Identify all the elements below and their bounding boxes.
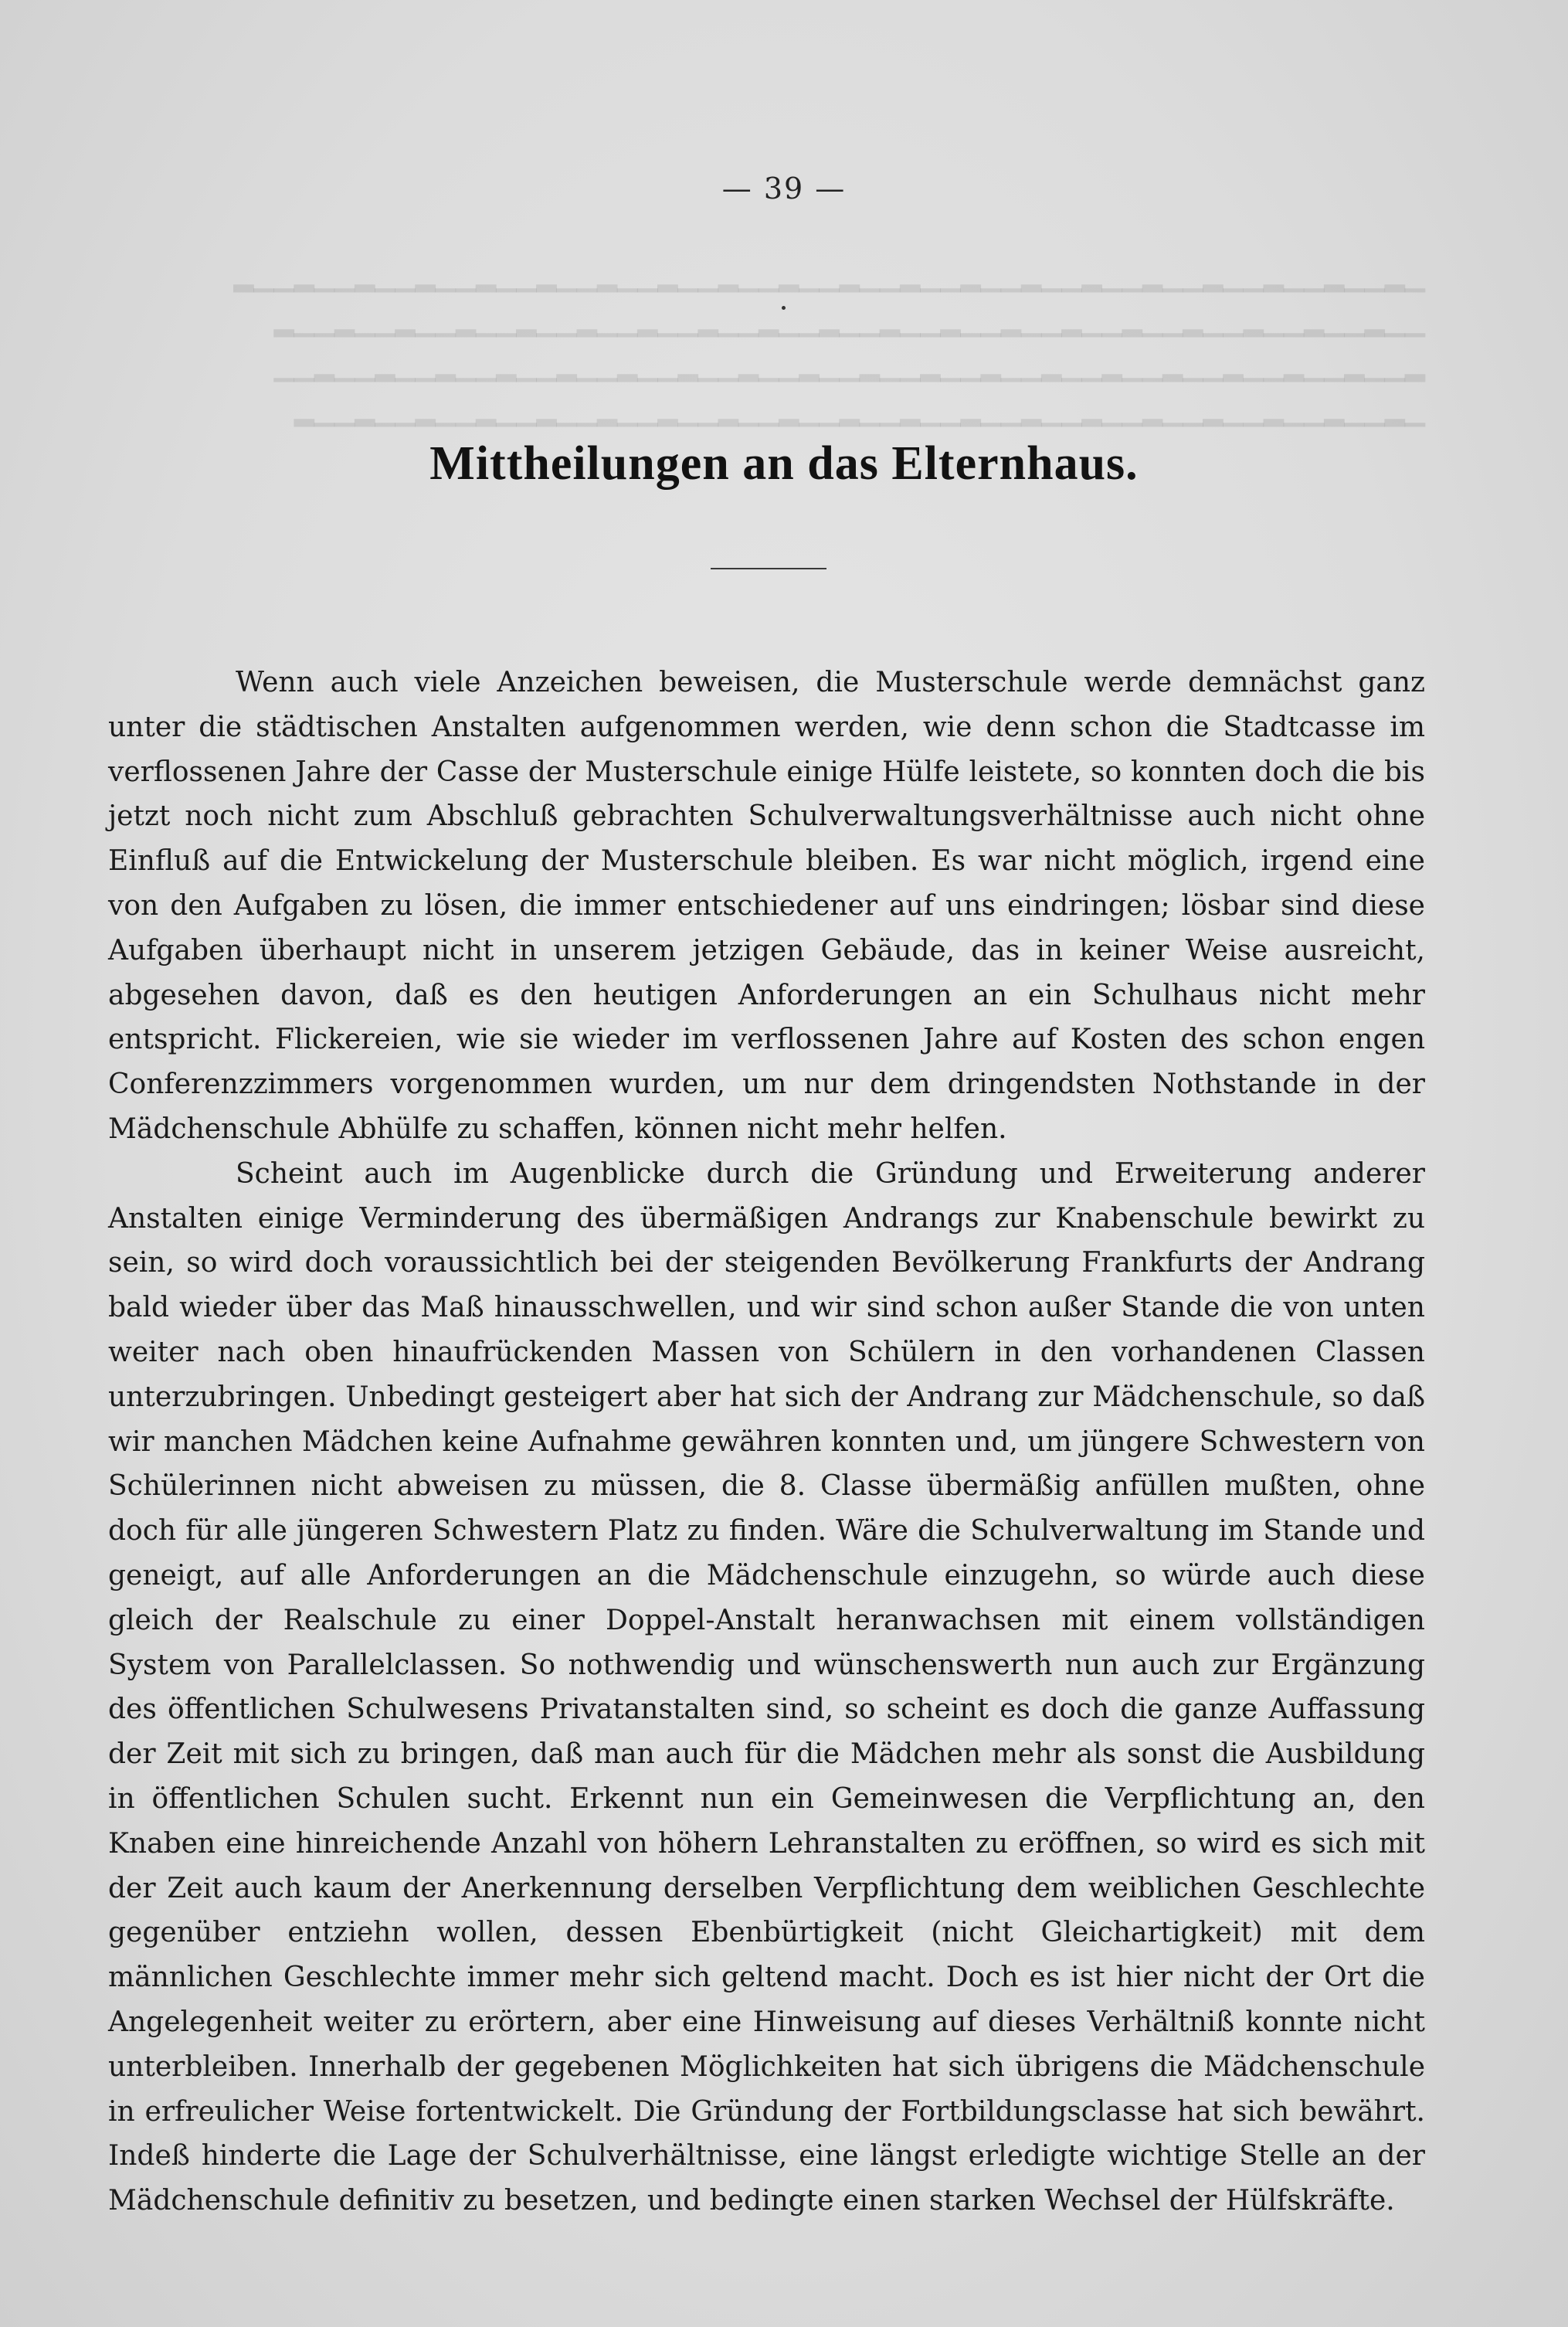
paragraph: Scheint auch im Augenblicke durch die Gründung und Erweiterung anderer Anstalten einige Verminderung des übermäßigen Andrangs zur Knabenschule bewirkt zu sein, so wird doch voraussichtlich bei der steigenden Bevölkerung Frankfurts der Andrang bald wieder über das Maß hinausschwellen, und wir sind schon außer Stande die von unten weiter nach oben hinaufrückenden Massen von Schülern in den vorhandenen Classen unterzubringen. Unbedingt gesteigert aber hat sich der Andrang zur Mädchenschule, so daß wir manchen Mädchen keine Aufnahme gewähren konnten und, um jüngere Schwestern von Schülerinnen nicht abweisen zu müssen, die 8. Classe übermäßig anfüllen mußten, ohne doch für alle jüngeren Schwestern Platz zu finden. Wäre die Schulverwaltung im Stande und geneigt, auf alle Anforderungen an die Mädchenschule einzugehn, so würde auch diese gleich der Realschule zu einer Doppel-Anstalt heranwachsen mit einem vollständigen System von Parallelclassen. So nothwendig und wünschenswerth nun auch zur Ergänzung des öffentlichen Schulwesens Privatanstalten sind, so scheint es doch die ganze Auffassung der Zeit mit sich zu bringen, daß man auch für die Mädchen mehr als sonst die Ausbildung in öffentlichen Schulen sucht. Erkennt nun ein Gemeinwesen die Verpflichtung an, den Knaben eine hinreichende Anzahl von höhern Lehranstalten zu eröffnen, so wird es sich mit der Zeit auch kaum der Anerkennung derselben Verpflichtung dem weiblichen Geschlechte gegenüber entziehn wollen, dessen Ebenbürtigkeit (nicht Gleichartigkeit) mit dem männlichen Geschlechte immer mehr sich geltend macht. Doch es ist hier nicht der Ort die Angelegenheit weiter zu erörtern, aber eine Hinweisung auf dieses Verhältniß konnte nicht unterbleiben. Innerhalb der gegebenen Möglichkeiten hat sich übrigens die Mädchenschule in erfreulicher Weise fortentwickelt. Die Gründung der Fortbildungsclasse hat sich bewährt. Indeß hinderte die Lage der Schulverhältnisse, eine längst erledigte wichtige Stelle an der Mädchenschule definitiv zu besetzen, und bedingte einen starken Wechsel der Hülfskräfte.	[108, 1157, 1425, 2217]
body-text	[108, 661, 1425, 2223]
page-number: — 39 —	[721, 172, 847, 206]
paragraph: Wenn auch viele Anzeichen beweisen, die Musterschule werde demnächst ganz unter die städtischen Anstalten aufgenommen werden, wie denn schon die Stadtcasse im verflossenen Jahre der Casse der Musterschule einige Hülfe leistete, so konnten doch die bis jetzt noch nicht zum Abschluß gebrachten Schulverwaltungsverhältnisse auch nicht ohne Einfluß auf die Entwickelung der Musterschule bleiben. Es war nicht möglich, irgend eine von den Aufgaben zu lösen, die immer entschiedener auf uns eindringen; lösbar sind diese Aufgaben überhaupt nicht in unserem jetzigen Gebäude, das in keiner Weise ausreicht, abgesehen davon, daß es den heutigen Anforderungen an ein Schulhaus nicht mehr entspricht. Flickereien, wie sie wieder im verflossenen Jahre auf Kosten des schon engen Conferenzzimmers vorgenommen wurden, um nur dem dringendsten Nothstande in der Mädchenschule Abhülfe zu schaffen, können nicht mehr helfen.	[108, 667, 1425, 1145]
title-divider	[711, 568, 826, 569]
ink-speck	[782, 306, 786, 310]
show-through-texture: ▁▂▁▁▂▁▁▂▁▁▂▁▁▂▁▁▂▁▁▂▁▁▂▁▁▂▁▁▂▁▁▂▁▁▂▁▁▂▁▁▂▁▁▂▁▁▂▁▁▂▁▁▂▁▁▂▁▁▂ ▁▁▂▁▁▂▁▁▂▁▁▂▁▁▂▁▁▂▁▁▂▁▁▂▁▁▂▁▁▂▁▁▂▁▁▂▁▁▂▁▁▂▁▁▂▁▁▂▁▁▂▁▁▂▁▁▂ ▂▁▁▂▁▁▂▁▁▂▁▁▂▁▁▂▁▁▂▁▁▂▁▁▂▁▁▂▁▁▂▁▁▂▁▁▂▁▁▂▁▁▂▁▁▂▁▁▂▁▁▂▁▁▂▁▁ ▁▂▁▁▂▁▁▂▁▁▂▁▁▂▁▁▂▁▁▂▁▁▂▁▁▂▁▁▂▁▁▂▁▁▂▁▁▂▁▁▂▁▁▂▁▁▂▁▁▂▁▁▂▁▁▂	[233, 262, 1425, 427]
section-title: Mittheilungen an das Elternhaus.	[429, 437, 1139, 490]
